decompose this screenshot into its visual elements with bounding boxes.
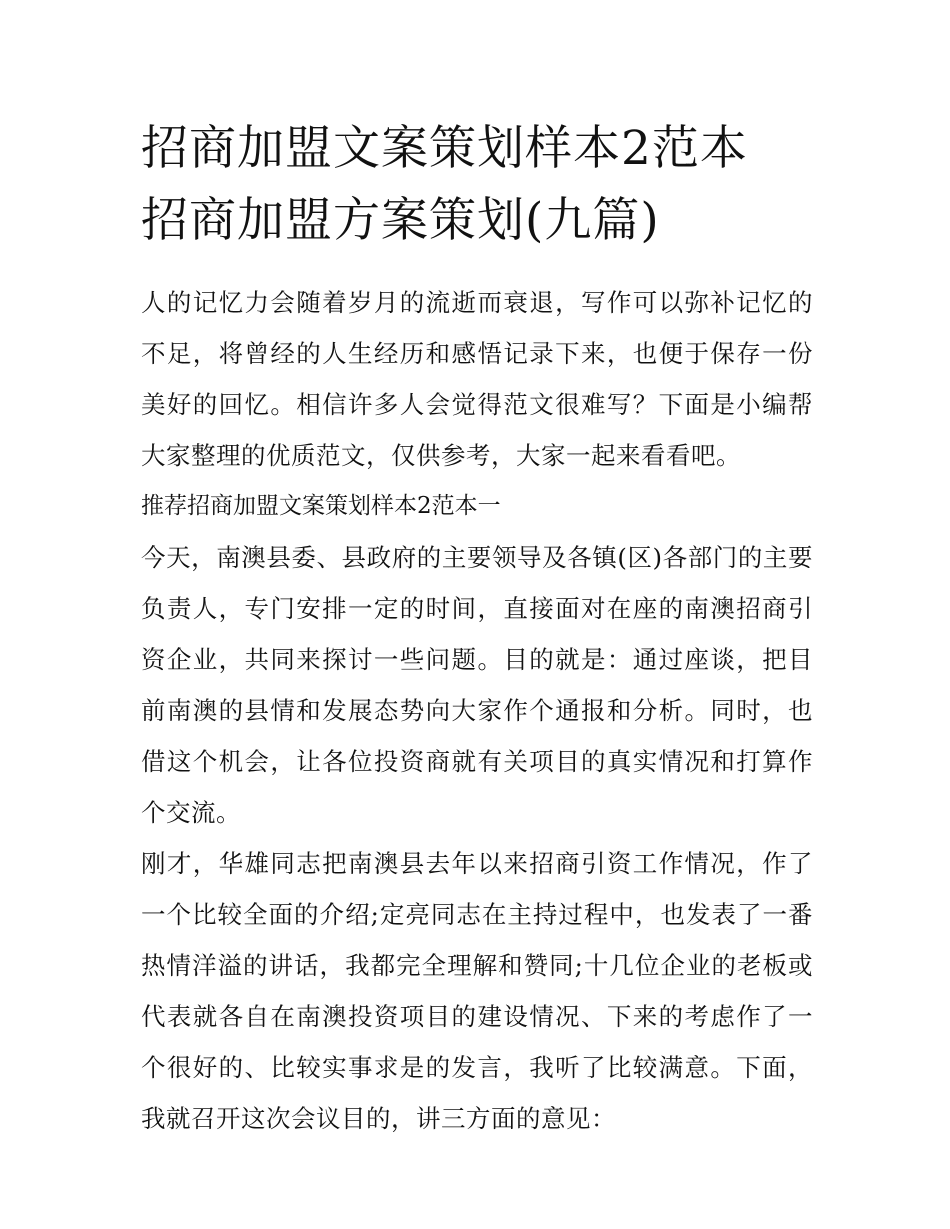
title-line-2: 招商加盟方案策划(九篇) [141,193,660,248]
document-title [141,113,813,257]
body-paragraph-2: 刚才，华雄同志把南澳县去年以来招商引资工作情况，作了一个比较全面的介绍;定亮同志在主持过程中，也发表了一番热情洋溢的讲话，我都完全理解和赞同;十几位企业的老板或代表就各自在南澳投资项目的建设情况、下来的考虑作了一个很好的、比较实事求是的发言，我听了比较满意。下面，我就召开这次会议目的，讲三方面的意见： [141,849,813,1133]
title-line-1: 招商加盟文案策划样本2范本 [141,121,748,176]
body-paragraph-1: 今天，南澳县委、县政府的主要领导及各镇(区)各部门的主要负责人，专门安排一定的时间，直接面对在座的南澳招商引资企业，共同来探讨一些问题。目的就是：通过座谈，把目前南澳的县情和发展态势向大家作个通报和分析。同时，也借这个机会，让各位投资商就有关项目的真实情况和打算作个交流。 [141,543,813,827]
intro-paragraph: 人的记忆力会随着岁月的流逝而衰退，写作可以弥补记忆的不足，将曾经的人生经历和感悟记录下来，也便于保存一份美好的回忆。相信许多人会觉得范文很难写？下面是小编帮大家整理的优质范文，仅供参考，大家一起来看看吧。 [141,288,813,470]
section-heading: 推荐招商加盟文案策划样本2范本一 [141,493,501,519]
document-page [141,113,813,1144]
